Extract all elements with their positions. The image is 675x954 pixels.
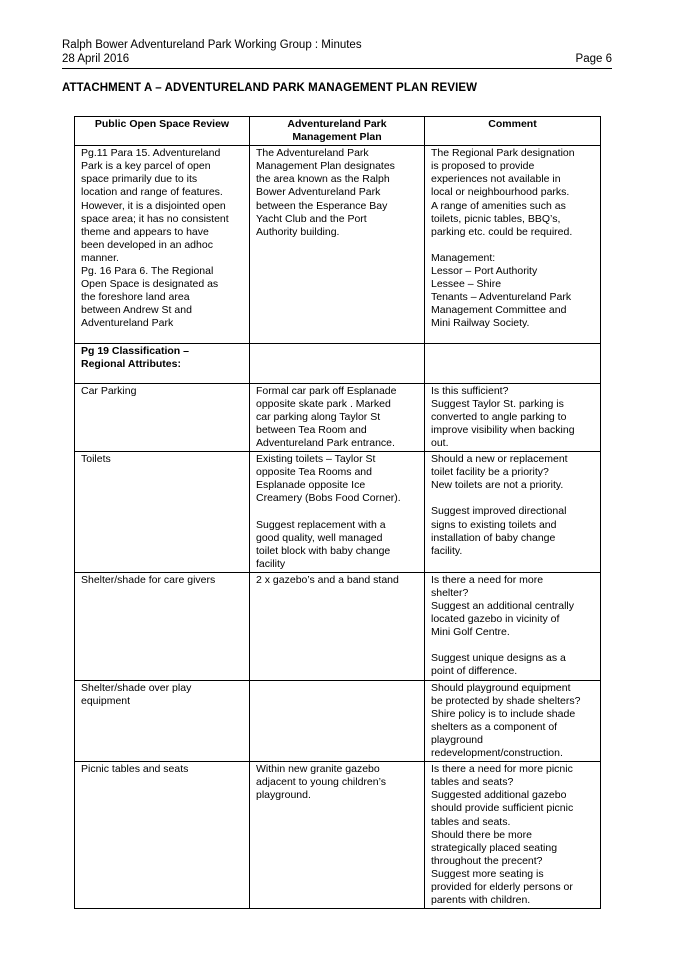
text-line: location and range of features. bbox=[81, 186, 223, 199]
row1-public-open-space bbox=[75, 146, 250, 343]
text-line: Lessor – Port Authority bbox=[431, 264, 538, 277]
text-line: Pg. 16 Para 6. The Regional bbox=[81, 265, 214, 278]
text-line: the area known as the Ralph bbox=[256, 173, 390, 186]
text-line: Suggest Taylor St. parking is bbox=[431, 397, 564, 410]
text-line: Shelter/shade for care givers bbox=[81, 573, 216, 586]
text-line: point of difference. bbox=[431, 665, 518, 678]
shelter-care-comment bbox=[425, 572, 601, 680]
text-line: between the Esperance Bay bbox=[256, 199, 388, 212]
paragraph-gap bbox=[431, 239, 594, 252]
text-line: provided for elderly persons or bbox=[431, 880, 573, 893]
text-line: Should there be more bbox=[431, 828, 532, 841]
classification-empty-comment bbox=[425, 343, 601, 383]
text-line: Should playground equipment bbox=[431, 681, 571, 694]
text-line: Regional Attributes: bbox=[81, 357, 181, 370]
text-line: is proposed to provide bbox=[431, 160, 535, 173]
text-line: Suggest more seating is bbox=[431, 867, 544, 880]
text-line: Pg.11 Para 15. Adventureland bbox=[81, 147, 221, 160]
header-management-plan: Adventureland Park Management Plan bbox=[250, 117, 425, 146]
table-row bbox=[75, 452, 601, 573]
text-line: facility bbox=[256, 557, 286, 570]
classification-heading bbox=[75, 343, 250, 383]
text-line: been developed in an adhoc bbox=[81, 238, 213, 251]
text-line: opposite skate park . Marked bbox=[256, 397, 391, 410]
text-line: Management Committee and bbox=[431, 304, 567, 317]
text-line: Existing toilets – Taylor St bbox=[256, 453, 376, 466]
text-line: Creamery (Bobs Food Corner). bbox=[256, 492, 401, 505]
text-line: opposite Tea Rooms and bbox=[256, 466, 372, 479]
header-divider bbox=[62, 68, 612, 69]
text-line: facility. bbox=[431, 544, 463, 557]
text-line: manner. bbox=[81, 251, 119, 264]
text-line: Is there a need for more bbox=[431, 573, 544, 586]
text-line: Car Parking bbox=[81, 384, 137, 397]
text-line: space primarily due to its bbox=[81, 173, 198, 186]
toilets-plan bbox=[250, 452, 425, 573]
text-line: Pg 19 Classification – bbox=[81, 344, 189, 357]
text-line: good quality, well managed bbox=[256, 531, 383, 544]
table-row bbox=[75, 146, 601, 343]
text-line: Mini Golf Centre. bbox=[431, 626, 510, 639]
text-line: Authority building. bbox=[256, 225, 340, 238]
text-line: Suggest replacement with a bbox=[256, 518, 386, 531]
text-line: Bower Adventureland Park bbox=[256, 186, 381, 199]
text-line: Yacht Club and the Port bbox=[256, 212, 367, 225]
table-row bbox=[75, 383, 601, 451]
text-line: tables and seats? bbox=[431, 776, 514, 789]
text-line: tables and seats. bbox=[431, 815, 511, 828]
text-line: Should a new or replacement bbox=[431, 453, 568, 466]
car-parking-comment bbox=[425, 383, 601, 451]
text-line: space area; it has no consistent bbox=[81, 212, 229, 225]
paragraph-gap bbox=[431, 639, 594, 652]
header-comment: Comment bbox=[425, 117, 601, 146]
text-line: be protected by shade shelters? bbox=[431, 694, 581, 707]
text-line: Management: bbox=[431, 251, 496, 264]
shelter-care-label bbox=[75, 572, 250, 680]
text-line: Suggest improved directional bbox=[431, 505, 567, 518]
toilets-label bbox=[75, 452, 250, 573]
text-line: toilet facility be a priority? bbox=[431, 466, 549, 479]
shelter-play-comment bbox=[425, 680, 601, 762]
text-line: parents with children. bbox=[431, 894, 531, 907]
text-line: equipment bbox=[81, 694, 131, 707]
text-line: Toilets bbox=[81, 453, 111, 466]
text-line: strategically placed seating bbox=[431, 841, 558, 854]
text-line: Adventureland Park entrance. bbox=[256, 437, 395, 450]
header-meta-row bbox=[62, 52, 612, 66]
paragraph-gap bbox=[256, 506, 418, 519]
text-line: Esplanade opposite Ice bbox=[256, 479, 366, 492]
text-line: redevelopment/construction. bbox=[431, 747, 563, 760]
text-line: toilets, picnic tables, BBQ’s, bbox=[431, 212, 561, 225]
text-line: should provide sufficient picnic bbox=[431, 802, 574, 815]
text-line: Shire policy is to include shade bbox=[431, 707, 576, 720]
text-line: 2 x gazebo’s and a band stand bbox=[256, 573, 399, 586]
text-line: between Andrew St and bbox=[81, 304, 192, 317]
text-line: installation of baby change bbox=[431, 531, 556, 544]
text-line: Suggest an additional centrally bbox=[431, 600, 575, 613]
classification-empty-plan bbox=[250, 343, 425, 383]
text-line: playground. bbox=[256, 789, 311, 802]
table-header-row bbox=[75, 117, 601, 146]
text-line: However, it is a disjointed open bbox=[81, 199, 226, 212]
text-line: Park is a key parcel of open bbox=[81, 160, 211, 173]
text-line: signs to existing toilets and bbox=[431, 518, 557, 531]
text-line: Suggested additional gazebo bbox=[431, 789, 567, 802]
document-date: 28 April 2016 bbox=[62, 53, 130, 65]
text-line: Management Plan designates bbox=[256, 160, 395, 173]
text-line: theme and appears to have bbox=[81, 225, 209, 238]
text-line: Within new granite gazebo bbox=[256, 763, 380, 776]
text-line: A range of amenities such as bbox=[431, 199, 566, 212]
text-line: parking etc. could be required. bbox=[431, 225, 573, 238]
car-parking-label bbox=[75, 383, 250, 451]
text-line: playground bbox=[431, 733, 483, 746]
shelter-play-plan bbox=[250, 680, 425, 762]
picnic-plan bbox=[250, 762, 425, 909]
table-row bbox=[75, 343, 601, 383]
attachment-heading: ATTACHMENT A – ADVENTURELAND PARK MANAGEMENT PLAN REVIEW bbox=[62, 82, 478, 94]
header-public-open-space: Public Open Space Review bbox=[75, 117, 250, 146]
page-header bbox=[62, 38, 612, 66]
text-line: between Tea Room and bbox=[256, 423, 367, 436]
text-line: Suggest unique designs as a bbox=[431, 652, 566, 665]
text-line: shelter? bbox=[431, 587, 469, 599]
text-line: Open Space is designated as bbox=[81, 278, 219, 291]
text-line: improve visibility when backing bbox=[431, 423, 575, 436]
text-line: Adventureland Park bbox=[81, 317, 174, 330]
toilets-comment bbox=[425, 452, 601, 573]
text-line: New toilets are not a priority. bbox=[431, 479, 564, 492]
shelter-care-plan bbox=[250, 572, 425, 680]
text-line: Shelter/shade over play bbox=[81, 681, 192, 694]
text-line: Is there a need for more picnic bbox=[431, 763, 573, 776]
car-parking-plan bbox=[250, 383, 425, 451]
page-number: Page 6 bbox=[575, 53, 612, 65]
text-line: toilet block with baby change bbox=[256, 544, 391, 557]
text-line: located gazebo in vicinity of bbox=[431, 613, 560, 626]
shelter-play-label bbox=[75, 680, 250, 762]
text-line: Tenants – Adventureland Park bbox=[431, 291, 572, 304]
table-row bbox=[75, 762, 601, 909]
text-line: The Adventureland Park bbox=[256, 147, 369, 160]
row1-management-plan bbox=[250, 146, 425, 343]
text-line: Lessee – Shire bbox=[431, 278, 502, 291]
text-line: out. bbox=[431, 437, 449, 450]
text-line: shelters as a component of bbox=[431, 720, 558, 733]
text-line: Formal car park off Esplanade bbox=[256, 384, 397, 397]
management-plan-review-table bbox=[74, 116, 601, 909]
text-line: car parking along Taylor St bbox=[256, 410, 381, 423]
text-line: the foreshore land area bbox=[81, 291, 190, 304]
text-line: converted to angle parking to bbox=[431, 410, 567, 423]
text-line: Mini Railway Society. bbox=[431, 317, 530, 330]
picnic-comment bbox=[425, 762, 601, 909]
text-line: Is this sufficient? bbox=[431, 384, 509, 397]
table-row bbox=[75, 572, 601, 680]
text-line: experiences not available in bbox=[431, 173, 561, 186]
text-line: adjacent to young children’s bbox=[256, 776, 386, 789]
picnic-label bbox=[75, 762, 250, 909]
document-title: Ralph Bower Adventureland Park Working Group : Minutes bbox=[62, 39, 362, 51]
text-line: Picnic tables and seats bbox=[81, 763, 189, 776]
paragraph-gap bbox=[431, 492, 594, 505]
text-line: The Regional Park designation bbox=[431, 147, 575, 160]
text-line: throughout the precent? bbox=[431, 854, 543, 867]
table-row bbox=[75, 680, 601, 762]
text-line: local or neighbourhood parks. bbox=[431, 186, 570, 199]
row1-comment bbox=[425, 146, 601, 343]
